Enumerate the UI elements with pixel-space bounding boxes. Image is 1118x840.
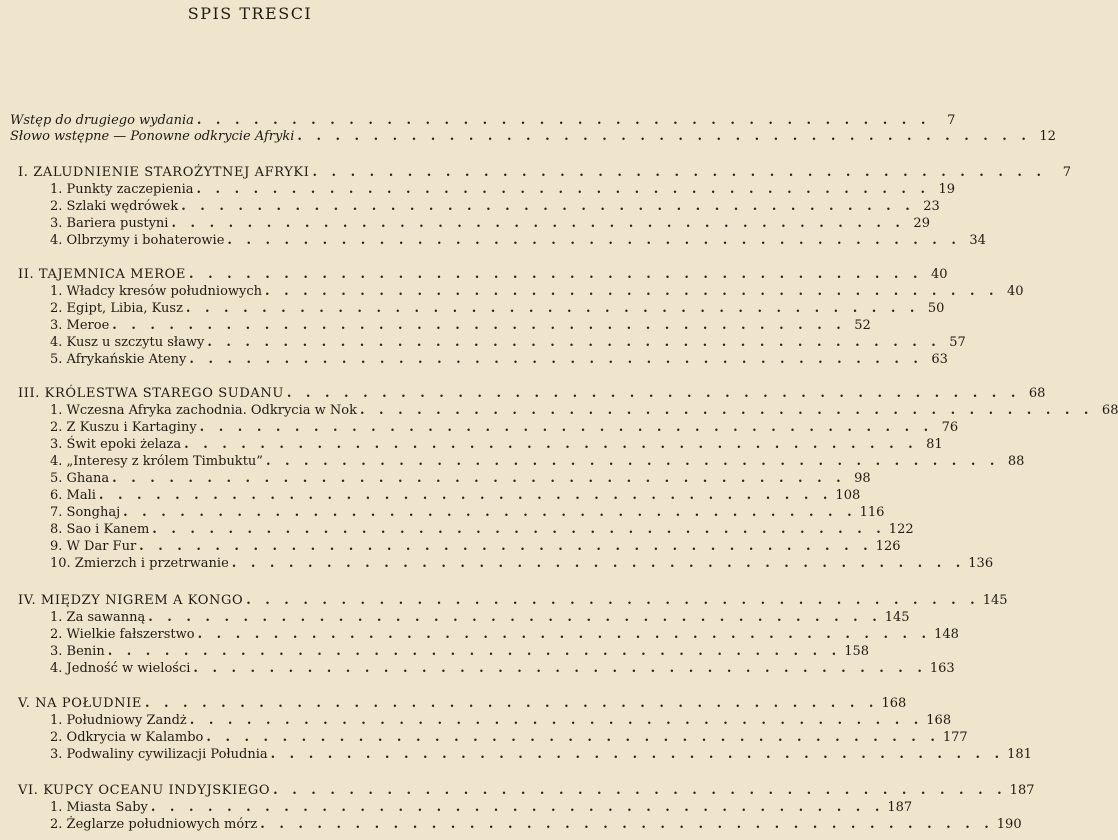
toc-entry-label: 5. Ghana <box>50 471 110 486</box>
toc-entry-label: IV. MIĘDZY NIGREM A KONGO <box>18 593 244 608</box>
toc-page-number: 12 <box>1039 129 1056 144</box>
toc-page-number: 187 <box>1009 783 1035 798</box>
dot-leader: . . . . . . . . . . . . . . . . . . . . . . . . . . . . . . . . . . . . . . . <box>184 437 918 452</box>
toc-entry-label: 10. Zmierzch i przetrwanie <box>50 556 229 571</box>
toc-section-row <box>50 799 913 816</box>
dot-leader: . . . . . . . . . . . . . . . . . . . . . . . . . . . . . . . . . . . . . . . <box>197 627 932 642</box>
dot-leader: . . . . . . . . . . . . . . . . . . . . . . . . . . . . . . . . . . . . . . . <box>359 403 1094 418</box>
toc-page-number: 7 <box>947 113 956 128</box>
dot-leader: . . . . . . . . . . . . . . . . . . . . . . . . . . . . . . . . . . . . . . . <box>144 696 879 711</box>
toc-entry-label: 4. Olbrzymy i bohaterowie <box>50 233 225 248</box>
dot-leader: . . . . . . . . . . . . . . . . . . . . . . . . . . . . . . . . . . . . . . . <box>112 318 846 333</box>
dot-leader: . . . . . . . . . . . . . . . . . . . . . . . . . . . . . . . . . . . . . . . <box>181 199 915 214</box>
toc-entry-label: III. KRÓLESTWA STAREGO SUDANU <box>18 386 284 401</box>
toc-page-number: 108 <box>835 488 861 503</box>
toc-section-row <box>50 470 871 487</box>
toc-section-row <box>50 334 966 351</box>
dot-leader: . . . . . . . . . . . . . . . . . . . . . . . . . . . . . . . . . . . . . . . <box>189 267 923 282</box>
toc-entry-label: 8. Sao i Kanem <box>50 522 150 537</box>
dot-leader: . . . . . . . . . . . . . . . . . . . . . . . . . . . . . . . . . . . . . . . <box>265 284 999 299</box>
dot-leader: . . . . . . . . . . . . . . . . . . . . . . . . . . . . . . . . . . . . . . . <box>189 713 924 728</box>
toc-page-number: 168 <box>926 713 952 728</box>
toc-chapter-row <box>18 695 907 712</box>
toc-page-number: 68 <box>1028 386 1046 401</box>
dot-leader: . . . . . . . . . . . . . . . . . . . . . . . . . . . . . . . . . . . . . . . <box>227 233 961 248</box>
dot-leader: . . . . . . . . . . . . . . . . . . . . . . . . . . . . . . . . . . . . . . . <box>196 182 930 197</box>
dot-leader: . . . . . . . . . . . . . . . . . . . . . . . . . . . . . . . . . . . . . . . <box>139 539 873 554</box>
dot-leader: . . . . . . . . . . . . . . . . . . . . . . . . . . . . . . . . . . . . . . . <box>123 505 857 520</box>
toc-chapter-row <box>18 164 1071 181</box>
toc-entry-label: I. ZALUDNIENIE STAROŻYTNEJ AFRYKI <box>18 165 310 180</box>
dot-leader: . . . . . . . . . . . . . . . . . . . . . . . . . . . . . . . . . . . . . . . <box>265 454 1000 469</box>
toc-page-number: 145 <box>884 610 910 625</box>
toc-entry-label: 2. Odkrycia w Kalambo <box>50 730 204 745</box>
toc-entry-label: 2. Wielkie fałszerstwo <box>50 627 195 642</box>
dot-leader: . . . . . . . . . . . . . . . . . . . . . . . . . . . . . . . . . . . . . . . <box>206 730 940 745</box>
toc-entry-label: 7. Songhaj <box>50 505 121 520</box>
toc-section-row <box>50 555 994 572</box>
toc-section-row <box>50 300 945 317</box>
toc-page-number: 23 <box>923 199 940 214</box>
toc-section-row <box>50 487 861 504</box>
toc-entry-label: VI. KUPCY OCEANU INDYJSKIEGO <box>18 783 271 798</box>
dot-leader: . . . . . . . . . . . . . . . . . . . . . . . . . . . . . . . . . . . . . . . <box>270 747 1005 762</box>
toc-page-number: 181 <box>1007 747 1032 762</box>
toc-section-row <box>50 181 955 198</box>
dot-leader: . . . . . . . . . . . . . . . . . . . . . . . . . . . . . . . . . . . . . . . <box>260 817 994 832</box>
toc-entry-label: 1. Punkty zaczepienia <box>50 182 194 197</box>
dot-leader: . . . . . . . . . . . . . . . . . . . . . . . . . . . . . . . . . . . . . . . <box>273 783 1007 798</box>
toc-entry-label: 5. Afrykańskie Ateny <box>50 352 187 367</box>
dot-leader: . . . . . . . . . . . . . . . . . . . . . . . . . . . . . . . . . . . . . . . <box>207 335 941 350</box>
toc-section-row <box>50 436 943 453</box>
toc-page-number: 76 <box>941 420 959 435</box>
toc-section-row <box>50 232 986 249</box>
toc-section-row <box>50 351 948 368</box>
toc-section-row <box>50 609 910 626</box>
dot-leader: . . . . . . . . . . . . . . . . . . . . . . . . . . . . . . . . . . . . . . . <box>199 420 934 435</box>
toc-section-row <box>50 504 885 521</box>
toc-page-number: 148 <box>934 627 959 642</box>
toc-entry-label: Słowo wstępne — Ponowne odkrycie Afryki <box>10 129 295 144</box>
toc-page-number: 177 <box>942 730 968 745</box>
dot-leader: . . . . . . . . . . . . . . . . . . . . . . . . . . . . . . . . . . . . . . . <box>107 644 842 659</box>
dot-leader: . . . . . . . . . . . . . . . . . . . . . . . . . . . . . . . . . . . . . . . <box>193 661 927 676</box>
toc-entry-label: 1. Za sawanną <box>50 610 146 625</box>
toc-entry-label: V. NA POŁUDNIE <box>18 696 142 711</box>
toc-entry-label: 3. Podwaliny cywilizacji Południa <box>50 747 268 762</box>
toc-entry-label: 9. W Dar Fur <box>50 539 137 554</box>
toc-section-row <box>50 816 1022 833</box>
toc-section-row <box>50 402 1118 419</box>
dot-leader: . . . . . . . . . . . . . . . . . . . . . . . . . . . . . . . . . . . . . . . <box>312 165 1046 180</box>
toc-page-number: 68 <box>1101 403 1118 418</box>
dot-leader: . . . . . . . . . . . . . . . . . . . . . . . . . . . . . . . . . . . . . . . <box>98 488 833 503</box>
toc-page-number: 50 <box>927 301 945 316</box>
dot-leader: . . . . . . . . . . . . . . . . . . . . . . . . . . . . . . . . . . . . . . . <box>297 129 1031 144</box>
toc-page-number: 158 <box>844 644 870 659</box>
toc-entry-label: Wstęp do drugiego wydania <box>10 113 194 128</box>
toc-page-number: 122 <box>888 522 914 537</box>
toc-page-number: 40 <box>1006 284 1024 299</box>
toc-entry-label: 2. Szlaki wędrówek <box>50 199 179 214</box>
toc-chapter-row <box>18 266 948 283</box>
toc-entry-label: II. TAJEMNICA MEROE <box>18 267 187 282</box>
toc-page-number: 163 <box>929 661 955 676</box>
toc-page-number: 145 <box>982 593 1008 608</box>
toc-page-number: 29 <box>913 216 930 231</box>
dot-leader: . . . . . . . . . . . . . . . . . . . . . . . . . . . . . . . . . . . . . . . <box>246 593 980 608</box>
toc-page-number: 190 <box>996 817 1022 832</box>
toc-page-number: 63 <box>931 352 948 367</box>
dot-leader: . . . . . . . . . . . . . . . . . . . . . . . . . . . . . . . . . . . . . . . <box>196 113 931 128</box>
toc-section-row <box>50 626 959 643</box>
toc-entry-label: 2. Żeglarze południowych mórz <box>50 817 258 832</box>
toc-entry-label: 1. Władcy kresów południowych <box>50 284 263 299</box>
toc-entry-label: 3. Meroe <box>50 318 110 333</box>
toc-section-row <box>50 198 940 215</box>
toc-entry-label: 4. „Interesy z królem Timbuktu” <box>50 454 263 469</box>
dot-leader: . . . . . . . . . . . . . . . . . . . . . . . . . . . . . . . . . . . . . . . <box>152 522 886 537</box>
toc-page-number: 136 <box>968 556 994 571</box>
toc-chapter-row <box>18 782 1035 799</box>
toc-intro-row <box>10 128 1056 145</box>
toc-section-row <box>50 746 1032 763</box>
toc-section-row <box>50 712 952 729</box>
toc-entry-label: 1. Południowy Zandż <box>50 713 187 728</box>
toc-page-number: 34 <box>969 233 986 248</box>
toc-page-number: 98 <box>854 471 871 486</box>
toc-section-row <box>50 419 959 436</box>
toc-intro-row <box>10 112 956 129</box>
dot-leader: . . . . . . . . . . . . . . . . . . . . . . . . . . . . . . . . . . . . . . . <box>189 352 923 367</box>
toc-entry-label: 3. Bariera pustyni <box>50 216 169 231</box>
toc-section-row <box>50 317 871 334</box>
page-title: SPIS TRESCI <box>187 4 313 23</box>
toc-entry-label: 3. Świt epoki żelaza <box>50 437 182 452</box>
toc-page-number: 81 <box>926 437 943 452</box>
toc-page-number: 40 <box>930 267 948 282</box>
toc-section-row <box>50 215 930 232</box>
toc-entry-label: 2. Z Kuszu i Kartaginy <box>50 420 197 435</box>
dot-leader: . . . . . . . . . . . . . . . . . . . . . . . . . . . . . . . . . . . . . . . <box>148 610 882 625</box>
dot-leader: . . . . . . . . . . . . . . . . . . . . . . . . . . . . . . . . . . . . . . . <box>150 800 885 815</box>
dot-leader: . . . . . . . . . . . . . . . . . . . . . . . . . . . . . . . . . . . . . . . <box>112 471 846 486</box>
toc-page-number: 88 <box>1007 454 1025 469</box>
toc-page-number: 116 <box>859 505 885 520</box>
dot-leader: . . . . . . . . . . . . . . . . . . . . . . . . . . . . . . . . . . . . . . . <box>231 556 966 571</box>
toc-section-row <box>50 283 1024 300</box>
toc-section-row <box>50 453 1025 470</box>
toc-entry-label: 2. Egipt, Libia, Kusz <box>50 301 183 316</box>
toc-page-number: 19 <box>938 182 955 197</box>
toc-page-number: 7 <box>1062 165 1071 180</box>
toc-section-row <box>50 729 968 746</box>
toc-page-number: 57 <box>949 335 966 350</box>
toc-section-row <box>50 660 955 677</box>
dot-leader: . . . . . . . . . . . . . . . . . . . . . . . . . . . . . . . . . . . . . . . <box>286 386 1021 401</box>
toc-entry-label: 4. Kusz u szczytu sławy <box>50 335 205 350</box>
toc-page-number: 168 <box>881 696 907 711</box>
toc-chapter-row <box>18 592 1008 609</box>
toc-section-row <box>50 643 870 660</box>
toc-entry-label: 1. Wczesna Afryka zachodnia. Odkrycia w Nok <box>50 403 357 418</box>
toc-entry-label: 6. Mali <box>50 488 96 503</box>
toc-entry-label: 1. Miasta Saby <box>50 800 148 815</box>
toc-page-number: 52 <box>854 318 871 333</box>
dot-leader: . . . . . . . . . . . . . . . . . . . . . . . . . . . . . . . . . . . . . . . <box>171 216 905 231</box>
toc-page-number: 187 <box>887 800 913 815</box>
toc-entry-label: 3. Benin <box>50 644 105 659</box>
toc-page-number: 126 <box>875 539 901 554</box>
toc-chapter-row <box>18 385 1046 402</box>
dot-leader: . . . . . . . . . . . . . . . . . . . . . . . . . . . . . . . . . . . . . . . <box>185 301 920 316</box>
toc-section-row <box>50 521 914 538</box>
toc-section-row <box>50 538 901 555</box>
toc-entry-label: 4. Jedność w wielości <box>50 661 191 676</box>
